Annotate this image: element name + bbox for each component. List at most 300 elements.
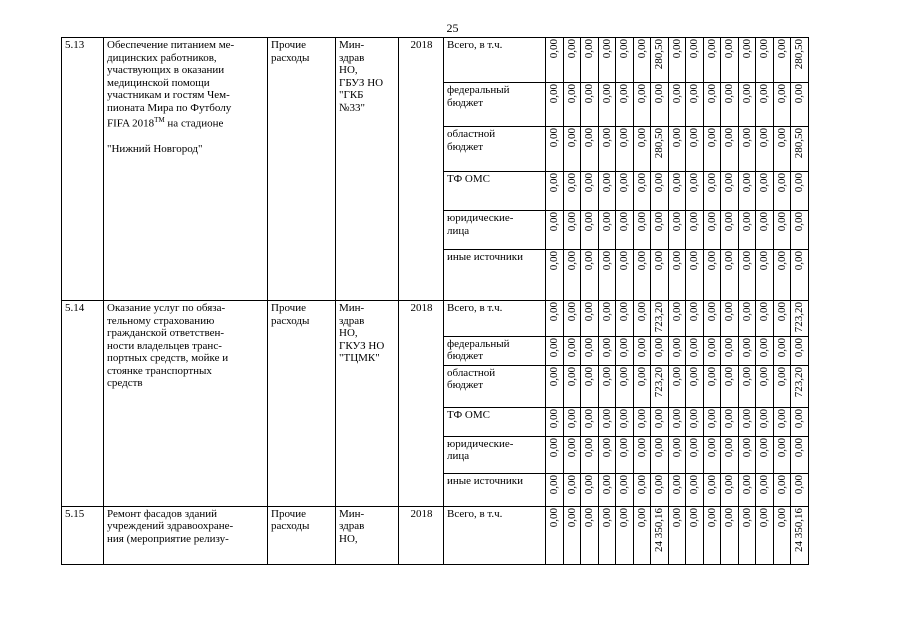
amount-cell: [773, 506, 791, 564]
amount-cell: [651, 407, 669, 436]
item-number: 5.15: [65, 507, 85, 520]
amount-cell: [773, 365, 791, 407]
item-number: 5.13: [65, 39, 85, 51]
amount-cell: [738, 365, 756, 407]
executor-cell: [336, 301, 399, 507]
amount-value: 0,00: [670, 212, 683, 232]
amount-value: 0,00: [548, 437, 561, 457]
amount-cell: [616, 172, 634, 211]
amount-value: 0,00: [635, 128, 648, 148]
amount-cell: [581, 172, 599, 211]
amount-cell: [633, 172, 651, 211]
amount-value: 0,00: [688, 366, 701, 386]
amount-value: 0,00: [618, 251, 631, 271]
amount-value: 0,00: [670, 39, 683, 59]
amount-cell: [668, 38, 686, 83]
amount-cell: [668, 83, 686, 127]
amount-value: 0,00: [583, 337, 596, 357]
amount-cell: [773, 436, 791, 473]
amount-cell: [668, 336, 686, 365]
amount-cell: [738, 506, 756, 564]
amount-cell: [651, 211, 669, 250]
amount-cell: [668, 365, 686, 407]
amount-value: 0,00: [793, 251, 806, 271]
amount-cell: [581, 336, 599, 365]
funding-source-cell: [444, 172, 546, 211]
amount-value: 0,00: [775, 302, 788, 322]
amount-cell: [581, 301, 599, 337]
amount-cell: [686, 407, 704, 436]
amount-cell: [598, 365, 616, 407]
item-title-line: стоянке транспортных: [107, 364, 212, 377]
expense-type-line: расходы: [271, 314, 310, 327]
amount-cell: [703, 250, 721, 301]
expense-type-cell: [268, 38, 336, 301]
amount-value: 0,00: [618, 173, 631, 193]
amount-cell: [773, 473, 791, 506]
amount-cell: [738, 301, 756, 337]
amount-value: 0,00: [565, 251, 578, 271]
amount-value: 0,00: [548, 39, 561, 59]
amount-value: 0,00: [670, 408, 683, 428]
amount-cell: [721, 301, 739, 337]
item-title-line: участвующих в оказании: [107, 64, 225, 76]
amount-value: 0,00: [740, 39, 753, 59]
amount-value: 0,00: [793, 474, 806, 494]
amount-value: 0,00: [635, 408, 648, 428]
amount-cell: [616, 127, 634, 172]
amount-cell: [738, 127, 756, 172]
funding-source-cell: [444, 211, 546, 250]
amount-cell: [546, 506, 564, 564]
amount-cell: [651, 301, 669, 337]
amount-cell: [686, 38, 704, 83]
amount-cell: [598, 301, 616, 337]
amount-value: 0,00: [705, 212, 718, 232]
amount-cell: [581, 38, 599, 83]
amount-value: 0,00: [740, 173, 753, 193]
amount-cell: [773, 407, 791, 436]
amount-cell: [616, 38, 634, 83]
amount-value: 0,00: [740, 437, 753, 457]
amount-value: 0,00: [688, 39, 701, 59]
amount-cell: [546, 301, 564, 337]
amount-value: 0,00: [600, 173, 613, 193]
amount-value: 0,00: [723, 212, 736, 232]
amount-value: 0,00: [740, 337, 753, 357]
amount-value: 0,00: [583, 474, 596, 494]
amount-cell: [686, 506, 704, 564]
amount-value: 0,00: [635, 302, 648, 322]
amount-value: 0,00: [618, 84, 631, 104]
amount-cell: [756, 336, 774, 365]
amount-cell: [616, 83, 634, 127]
amount-value: 0,00: [723, 39, 736, 59]
trademark-sup: TM: [154, 116, 165, 124]
amount-cell: [703, 407, 721, 436]
executor-line: здрав: [339, 520, 365, 533]
executor-line: Мин-: [339, 39, 365, 51]
amount-value: 0,00: [758, 474, 771, 494]
amount-cell: [563, 365, 581, 407]
amount-cell: [633, 38, 651, 83]
amount-value: 0,00: [635, 39, 648, 59]
budget-table: [61, 37, 809, 565]
executor-line: НО,: [339, 532, 358, 545]
amount-cell: [791, 172, 809, 211]
amount-cell: [703, 172, 721, 211]
amount-value: 0,00: [793, 84, 806, 104]
amount-value: 0,00: [670, 128, 683, 148]
amount-value: 0,00: [705, 366, 718, 386]
amount-cell: [791, 211, 809, 250]
amount-cell: [703, 473, 721, 506]
amount-value: 0,00: [583, 128, 596, 148]
item-title-line: ния (мероприятие релизу-: [107, 532, 229, 545]
amount-value: 0,00: [635, 507, 648, 527]
amount-value: 0,00: [600, 128, 613, 148]
amount-cell: [546, 407, 564, 436]
amount-value: 0,00: [740, 212, 753, 232]
amount-cell: [598, 473, 616, 506]
amount-value: 0,00: [758, 39, 771, 59]
amount-cell: [651, 83, 669, 127]
amount-cell: [756, 506, 774, 564]
amount-value: 0,00: [600, 251, 613, 271]
amount-value: 0,00: [670, 474, 683, 494]
amount-cell: [651, 365, 669, 407]
amount-value: 0,00: [705, 507, 718, 527]
amount-value: 0,00: [548, 212, 561, 232]
amount-value: 0,00: [635, 366, 648, 386]
amount-value: 280,50: [793, 128, 806, 159]
amount-cell: [633, 436, 651, 473]
executor-line: Мин-: [339, 507, 365, 520]
amount-value: 0,00: [653, 474, 666, 494]
amount-cell: [598, 172, 616, 211]
table-row: [62, 506, 809, 564]
executor-line: здрав: [339, 314, 365, 327]
amount-value: 0,00: [548, 366, 561, 386]
amount-value: 0,00: [670, 173, 683, 193]
amount-cell: [651, 436, 669, 473]
amount-value: 0,00: [635, 437, 648, 457]
amount-cell: [791, 250, 809, 301]
amount-value: 0,00: [565, 302, 578, 322]
amount-value: 0,00: [705, 39, 718, 59]
year-cell: [399, 506, 444, 564]
amount-value: 0,00: [565, 39, 578, 59]
item-title-cell: [104, 301, 268, 507]
amount-value: 0,00: [565, 173, 578, 193]
amount-value: 0,00: [600, 437, 613, 457]
amount-value: 0,00: [793, 212, 806, 232]
amount-cell: [721, 172, 739, 211]
amount-cell: [633, 211, 651, 250]
amount-value: 0,00: [705, 408, 718, 428]
amount-value: 0,00: [565, 84, 578, 104]
amount-cell: [721, 336, 739, 365]
amount-cell: [581, 211, 599, 250]
funding-source-label: федеральный: [447, 337, 510, 350]
amount-cell: [703, 127, 721, 172]
amount-cell: [546, 436, 564, 473]
item-title-line: портных средств, мойке и: [107, 352, 229, 364]
amount-cell: [773, 301, 791, 337]
amount-value: 0,00: [705, 251, 718, 271]
amount-cell: [563, 127, 581, 172]
item-title-line: Обеспечение питанием ме-: [107, 39, 235, 51]
amount-cell: [668, 473, 686, 506]
amount-cell: [616, 365, 634, 407]
amount-cell: [738, 38, 756, 83]
amount-value: 0,00: [548, 337, 561, 357]
amount-cell: [581, 506, 599, 564]
amount-cell: [616, 407, 634, 436]
amount-value: 0,00: [775, 84, 788, 104]
amount-value: 0,00: [723, 408, 736, 428]
amount-cell: [756, 436, 774, 473]
amount-value: 0,00: [723, 507, 736, 527]
item-title-cell: [104, 38, 268, 301]
amount-value: 0,00: [723, 128, 736, 148]
executor-line: ГБУЗ НО: [339, 76, 384, 89]
amount-value: 0,00: [583, 212, 596, 232]
amount-cell: [651, 473, 669, 506]
amount-value: 0,00: [775, 39, 788, 59]
item-number-cell: [62, 38, 104, 301]
amount-cell: [756, 407, 774, 436]
amount-value: 0,00: [618, 474, 631, 494]
amount-value: 0,00: [565, 212, 578, 232]
amount-value: 24 350,16: [653, 507, 666, 552]
expense-type-line: расходы: [271, 520, 310, 533]
amount-value: 0,00: [618, 437, 631, 457]
amount-cell: [791, 473, 809, 506]
amount-cell: [721, 127, 739, 172]
amount-value: 0,00: [635, 337, 648, 357]
amount-value: 0,00: [635, 173, 648, 193]
amount-value: 0,00: [583, 302, 596, 322]
amount-value: 0,00: [583, 173, 596, 193]
amount-value: 0,00: [758, 251, 771, 271]
amount-cell: [651, 172, 669, 211]
item-title-line: тельному страхованию: [107, 314, 215, 327]
funding-source-label: областной: [447, 128, 496, 140]
amount-cell: [668, 172, 686, 211]
amount-value: 0,00: [548, 173, 561, 193]
amount-value: 0,00: [740, 302, 753, 322]
funding-source-label: ТФ ОМС: [447, 408, 490, 421]
amount-cell: [581, 436, 599, 473]
funding-source-cell: [444, 506, 546, 564]
amount-cell: [563, 38, 581, 83]
amount-cell: [791, 336, 809, 365]
amount-value: 0,00: [723, 437, 736, 457]
amount-cell: [616, 250, 634, 301]
amount-cell: [791, 38, 809, 83]
table-row: [62, 38, 809, 83]
amount-value: 0,00: [635, 251, 648, 271]
amount-cell: [686, 336, 704, 365]
amount-value: 0,00: [758, 437, 771, 457]
item-title-cell: [104, 506, 268, 564]
executor-cell: [336, 506, 399, 564]
amount-value: 0,00: [723, 173, 736, 193]
amount-cell: [791, 365, 809, 407]
amount-cell: [738, 436, 756, 473]
expense-type-line: Прочие: [271, 39, 306, 51]
amount-cell: [773, 127, 791, 172]
amount-cell: [546, 83, 564, 127]
amount-value: 0,00: [740, 84, 753, 104]
amount-cell: [738, 83, 756, 127]
funding-source-cell: [444, 301, 546, 337]
amount-cell: [773, 83, 791, 127]
amount-value: 0,00: [740, 128, 753, 148]
amount-cell: [668, 250, 686, 301]
amount-value: 0,00: [670, 366, 683, 386]
amount-cell: [546, 250, 564, 301]
amount-value: 0,00: [565, 408, 578, 428]
funding-source-label: Всего, в т.ч.: [447, 39, 503, 51]
amount-value: 0,00: [548, 408, 561, 428]
amount-cell: [686, 172, 704, 211]
amount-value: 0,00: [670, 302, 683, 322]
amount-value: 0,00: [793, 408, 806, 428]
amount-cell: [703, 336, 721, 365]
amount-value: 0,00: [758, 84, 771, 104]
amount-value: 0,00: [565, 437, 578, 457]
funding-source-label: юридические-: [447, 437, 514, 450]
funding-source-label: Всего, в т.ч.: [447, 507, 503, 520]
amount-value: 0,00: [705, 474, 718, 494]
amount-cell: [598, 250, 616, 301]
amount-cell: [756, 250, 774, 301]
item-number-cell: [62, 506, 104, 564]
amount-cell: [563, 301, 581, 337]
amount-cell: [598, 38, 616, 83]
amount-cell: [633, 127, 651, 172]
amount-value: 0,00: [758, 507, 771, 527]
amount-value: 0,00: [723, 251, 736, 271]
amount-cell: [546, 127, 564, 172]
funding-source-cell: [444, 365, 546, 407]
amount-value: 0,00: [740, 408, 753, 428]
amount-value: 0,00: [723, 84, 736, 104]
amount-value: 0,00: [583, 437, 596, 457]
amount-cell: [721, 365, 739, 407]
year-value: 2018: [410, 507, 433, 520]
funding-source-cell: [444, 38, 546, 83]
amount-cell: [721, 250, 739, 301]
amount-value: 0,00: [670, 507, 683, 527]
amount-value: 0,00: [548, 507, 561, 527]
executor-line: Мин-: [339, 302, 365, 314]
amount-cell: [703, 301, 721, 337]
amount-cell: [563, 473, 581, 506]
amount-value: 0,00: [653, 337, 666, 357]
amount-value: 0,00: [618, 507, 631, 527]
amount-cell: [633, 506, 651, 564]
item-title-line: "Нижний Новгород": [107, 142, 203, 155]
amount-cell: [633, 336, 651, 365]
funding-source-label: иные источники: [447, 474, 523, 487]
amount-value: 0,00: [688, 437, 701, 457]
item-title-line: на стадионе: [167, 117, 224, 130]
amount-cell: [721, 211, 739, 250]
amount-cell: [756, 365, 774, 407]
expense-type-line: Прочие: [271, 507, 306, 520]
amount-value: 0,00: [548, 251, 561, 271]
amount-cell: [581, 407, 599, 436]
amount-value: 0,00: [653, 437, 666, 457]
amount-cell: [756, 127, 774, 172]
expense-type-line: Прочие: [271, 302, 306, 314]
expense-type-line: расходы: [271, 51, 310, 64]
amount-value: 0,00: [775, 251, 788, 271]
amount-value: 723,20: [653, 302, 666, 333]
amount-cell: [546, 172, 564, 211]
amount-cell: [686, 473, 704, 506]
funding-source-label: иные источники: [447, 251, 523, 263]
amount-cell: [686, 250, 704, 301]
amount-value: 0,00: [688, 128, 701, 148]
funding-source-cell: [444, 473, 546, 506]
amount-cell: [616, 436, 634, 473]
amount-value: 0,00: [775, 366, 788, 386]
amount-cell: [721, 473, 739, 506]
amount-value: 0,00: [775, 437, 788, 457]
amount-cell: [668, 506, 686, 564]
amount-cell: [773, 211, 791, 250]
amount-cell: [703, 506, 721, 564]
amount-value: 0,00: [705, 128, 718, 148]
amount-value: 0,00: [600, 84, 613, 104]
amount-cell: [738, 336, 756, 365]
item-title-line: учреждений здравоохране-: [107, 520, 234, 533]
amount-cell: [563, 250, 581, 301]
amount-cell: [563, 407, 581, 436]
amount-value: 0,00: [793, 337, 806, 357]
amount-value: 0,00: [670, 84, 683, 104]
amount-value: 0,00: [600, 408, 613, 428]
amount-value: 0,00: [758, 128, 771, 148]
amount-value: 0,00: [758, 212, 771, 232]
expense-type-cell: [268, 506, 336, 564]
amount-value: 0,00: [688, 173, 701, 193]
amount-cell: [651, 506, 669, 564]
amount-cell: [686, 301, 704, 337]
amount-value: 0,00: [600, 474, 613, 494]
amount-cell: [721, 38, 739, 83]
funding-source-label: бюджет: [447, 140, 483, 153]
amount-cell: [721, 506, 739, 564]
amount-value: 0,00: [723, 366, 736, 386]
amount-cell: [633, 301, 651, 337]
amount-value: 0,00: [565, 337, 578, 357]
amount-value: 0,00: [653, 84, 666, 104]
amount-cell: [791, 436, 809, 473]
amount-value: 0,00: [565, 128, 578, 148]
amount-cell: [598, 211, 616, 250]
item-title-line: ности владельцев транс-: [107, 339, 222, 352]
amount-cell: [756, 172, 774, 211]
amount-cell: [738, 211, 756, 250]
amount-value: 0,00: [653, 251, 666, 271]
amount-value: 0,00: [740, 251, 753, 271]
funding-source-cell: [444, 83, 546, 127]
